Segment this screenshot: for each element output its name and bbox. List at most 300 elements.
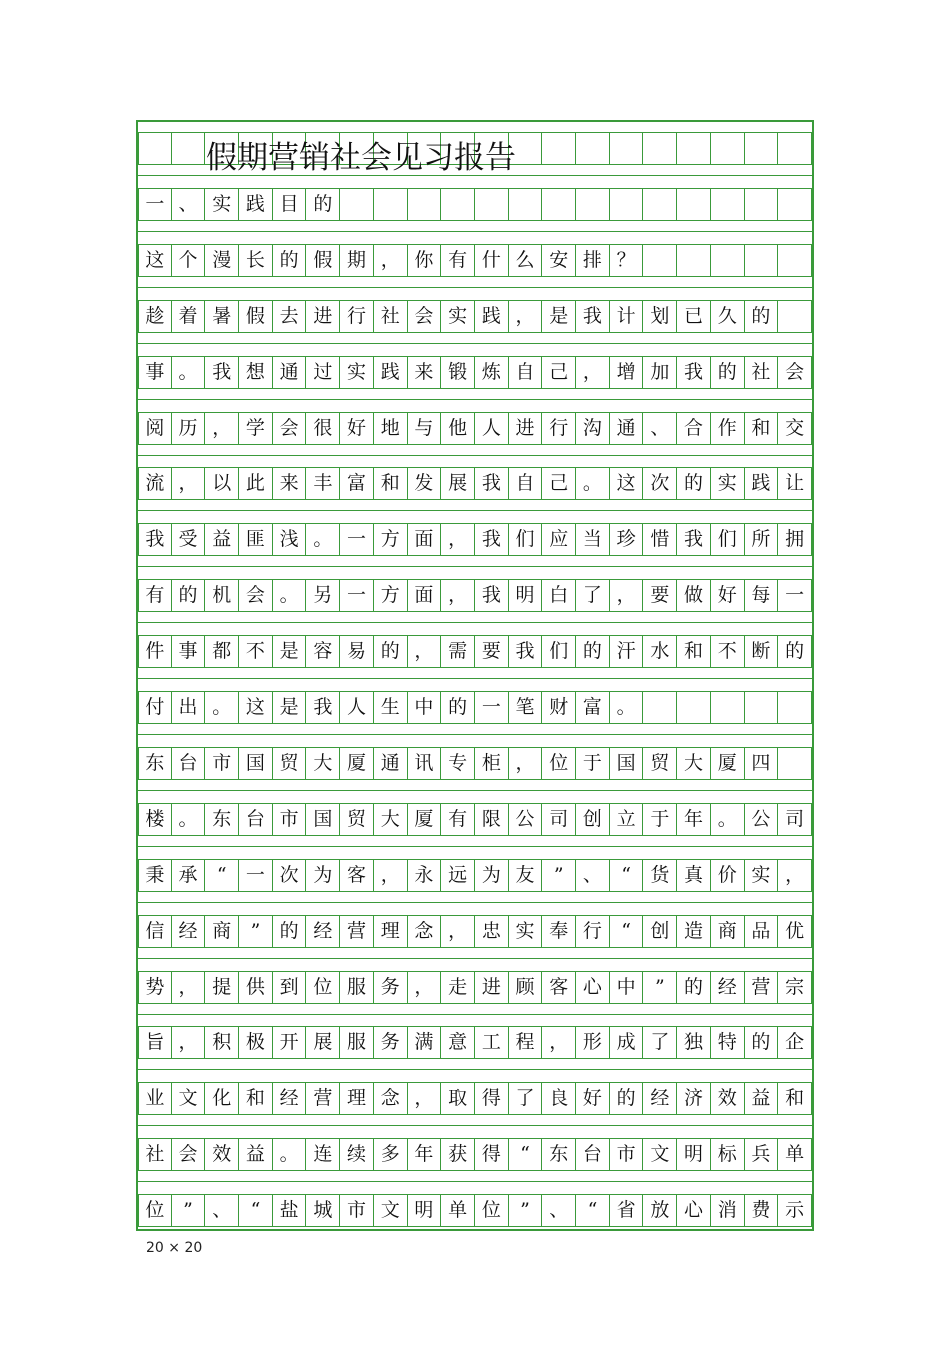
- grid-cell: 划: [644, 300, 678, 333]
- grid-cell: 连: [307, 1138, 341, 1171]
- grid-cell: 易: [340, 635, 374, 668]
- grid-cell: [610, 132, 644, 165]
- grid-cell: 意: [441, 1026, 475, 1059]
- grid-cell: 另: [307, 579, 341, 612]
- grid-cell: 理: [340, 1082, 374, 1115]
- grid-cell: 历: [172, 412, 206, 445]
- grid-cell: 合: [677, 412, 711, 445]
- grid-cell: 经: [273, 1082, 307, 1115]
- grid-cell: 富: [576, 691, 610, 724]
- grid-cell: 积: [205, 1026, 239, 1059]
- grid-cell: 浅: [273, 523, 307, 556]
- grid-cell: 续: [340, 1138, 374, 1171]
- grid-cell: 服: [340, 971, 374, 1004]
- grid-cell: 经: [307, 915, 341, 948]
- row-separator-line: [138, 510, 812, 511]
- grid-cell: 去: [273, 300, 307, 333]
- grid-cell: ，: [441, 523, 475, 556]
- grid-cell: 的: [745, 300, 779, 333]
- grid-cell: 久: [711, 300, 745, 333]
- grid-cell: 公: [509, 803, 543, 836]
- grid-cell: ，: [408, 971, 442, 1004]
- grid-cell: 。: [711, 803, 745, 836]
- grid-cell: ”: [542, 859, 576, 892]
- grid-cell: 付: [138, 691, 172, 724]
- grid-cell: 柜: [475, 747, 509, 780]
- grid-cell: 交: [778, 412, 812, 445]
- text-grid-row: [138, 1194, 812, 1227]
- grid-cell: 排: [576, 244, 610, 277]
- text-grid-row: [138, 244, 812, 277]
- grid-cell: 有: [441, 244, 475, 277]
- grid-cell: 发: [408, 467, 442, 500]
- grid-cell: 秉: [138, 859, 172, 892]
- grid-cell: 于: [576, 747, 610, 780]
- grid-cell: [138, 132, 172, 165]
- grid-cell: [711, 132, 745, 165]
- grid-cell: 实: [711, 467, 745, 500]
- grid-cell: 实: [205, 188, 239, 221]
- grid-cell: 和: [239, 1082, 273, 1115]
- grid-cell: 理: [374, 915, 408, 948]
- grid-cell: 、: [172, 188, 206, 221]
- grid-cell: 这: [610, 467, 644, 500]
- grid-cell: 承: [172, 859, 206, 892]
- grid-cell: 奉: [542, 915, 576, 948]
- grid-cell: 和: [778, 1082, 812, 1115]
- grid-cell: 一: [340, 523, 374, 556]
- grid-cell: 社: [138, 1138, 172, 1171]
- grid-cell: 贸: [340, 803, 374, 836]
- grid-cell: 财: [542, 691, 576, 724]
- grid-cell: 台: [576, 1138, 610, 1171]
- grid-cell: 。: [610, 691, 644, 724]
- grid-cell: 的: [745, 1026, 779, 1059]
- grid-cell: 、: [644, 412, 678, 445]
- grid-cell: [644, 691, 678, 724]
- grid-cell: 是: [542, 300, 576, 333]
- grid-cell: ，: [408, 635, 442, 668]
- row-separator-line: [138, 231, 812, 232]
- grid-cell: 厦: [711, 747, 745, 780]
- text-grid-row: [138, 915, 812, 948]
- grid-cell: [745, 244, 779, 277]
- grid-cell: 好: [340, 412, 374, 445]
- grid-cell: ，: [576, 356, 610, 389]
- grid-cell: 。: [273, 1138, 307, 1171]
- text-grid-row: [138, 356, 812, 389]
- grid-cell: 假: [239, 300, 273, 333]
- grid-cell: [374, 188, 408, 221]
- row-separator-line: [138, 287, 812, 288]
- grid-cell: 我: [307, 691, 341, 724]
- grid-cell: 限: [475, 803, 509, 836]
- grid-cell: 势: [138, 971, 172, 1004]
- grid-cell: 取: [441, 1082, 475, 1115]
- grid-cell: 务: [374, 1026, 408, 1059]
- grid-cell: 公: [745, 803, 779, 836]
- row-separator-line: [138, 846, 812, 847]
- grid-cell: 来: [408, 356, 442, 389]
- grid-cell: 益: [205, 523, 239, 556]
- grid-cell: [778, 747, 812, 780]
- grid-cell: 工: [475, 1026, 509, 1059]
- text-grid-row: [138, 523, 812, 556]
- grid-cell: 事: [172, 635, 206, 668]
- grid-cell: 我: [509, 635, 543, 668]
- grid-cell: 是: [273, 691, 307, 724]
- text-grid-row: [138, 747, 812, 780]
- grid-cell: 获: [441, 1138, 475, 1171]
- grid-cell: 楼: [138, 803, 172, 836]
- grid-cell: 实: [441, 300, 475, 333]
- grid-cell: 。: [205, 691, 239, 724]
- grid-cell: 珍: [610, 523, 644, 556]
- grid-cell: 富: [340, 467, 374, 500]
- grid-cell: 位: [542, 747, 576, 780]
- grid-cell: 都: [205, 635, 239, 668]
- grid-cell: [677, 244, 711, 277]
- grid-cell: 的: [610, 1082, 644, 1115]
- grid-cell: 应: [542, 523, 576, 556]
- grid-cell: 位: [475, 1194, 509, 1227]
- grid-cell: 信: [138, 915, 172, 948]
- grid-cell: 要: [644, 579, 678, 612]
- grid-cell: ，: [610, 579, 644, 612]
- grid-cell: 这: [239, 691, 273, 724]
- row-separator-line: [138, 1069, 812, 1070]
- grid-cell: 得: [475, 1082, 509, 1115]
- grid-cell: [542, 132, 576, 165]
- grid-cell: 实: [745, 859, 779, 892]
- grid-cell: 供: [239, 971, 273, 1004]
- grid-cell: 已: [677, 300, 711, 333]
- grid-cell: 的: [374, 635, 408, 668]
- grid-cell: 大: [374, 803, 408, 836]
- grid-cell: 顾: [509, 971, 543, 1004]
- grid-cell: 。: [172, 803, 206, 836]
- grid-cell: 宗: [778, 971, 812, 1004]
- grid-cell: 个: [172, 244, 206, 277]
- grid-cell: 极: [239, 1026, 273, 1059]
- manuscript-grid-paper: [136, 120, 814, 1231]
- grid-cell: 旨: [138, 1026, 172, 1059]
- grid-cell: 国: [610, 747, 644, 780]
- grid-cell: ，: [542, 1026, 576, 1059]
- grid-cell: 地: [374, 412, 408, 445]
- text-grid-row: [138, 971, 812, 1004]
- grid-cell: 明: [677, 1138, 711, 1171]
- grid-cell: 忠: [475, 915, 509, 948]
- grid-cell: ”: [172, 1194, 206, 1227]
- grid-cell: 国: [239, 747, 273, 780]
- grid-cell: ，: [778, 859, 812, 892]
- row-separator-line: [138, 734, 812, 735]
- grid-cell: 一: [778, 579, 812, 612]
- grid-cell: 提: [205, 971, 239, 1004]
- grid-cell: ，: [172, 971, 206, 1004]
- grid-cell: 实: [340, 356, 374, 389]
- grid-cell: 会: [239, 579, 273, 612]
- grid-cell: 己: [542, 467, 576, 500]
- grid-cell: 的: [273, 244, 307, 277]
- grid-cell: 费: [745, 1194, 779, 1227]
- grid-cell: 文: [644, 1138, 678, 1171]
- grid-cell: 践: [745, 467, 779, 500]
- grid-cell: 立: [610, 803, 644, 836]
- grid-cell: 成: [610, 1026, 644, 1059]
- grid-cell: 们: [509, 523, 543, 556]
- grid-cell: 进: [307, 300, 341, 333]
- grid-cell: 、: [205, 1194, 239, 1227]
- grid-cell: 的: [441, 691, 475, 724]
- grid-cell: 济: [677, 1082, 711, 1115]
- grid-cell: [745, 691, 779, 724]
- grid-cell: 匪: [239, 523, 273, 556]
- grid-cell: 事: [138, 356, 172, 389]
- grid-cell: 和: [745, 412, 779, 445]
- grid-cell: 作: [711, 412, 745, 445]
- grid-cell: 于: [644, 803, 678, 836]
- row-separator-line: [138, 1181, 812, 1182]
- grid-cell: 台: [172, 747, 206, 780]
- grid-cell: [576, 188, 610, 221]
- grid-cell: 真: [677, 859, 711, 892]
- grid-cell: 走: [441, 971, 475, 1004]
- grid-cell: 笔: [509, 691, 543, 724]
- grid-cell: 汗: [610, 635, 644, 668]
- grid-cell: 社: [745, 356, 779, 389]
- grid-cell: 友: [509, 859, 543, 892]
- text-grid-row: [138, 635, 812, 668]
- grid-cell: [778, 691, 812, 724]
- grid-cell: 价: [711, 859, 745, 892]
- grid-cell: 务: [374, 971, 408, 1004]
- grid-cell: 司: [542, 803, 576, 836]
- grid-cell: 经: [644, 1082, 678, 1115]
- grid-cell: 惜: [644, 523, 678, 556]
- grid-cell: 益: [239, 1138, 273, 1171]
- grid-cell: [745, 188, 779, 221]
- grid-cell: 厦: [340, 747, 374, 780]
- grid-cell: 有: [138, 579, 172, 612]
- grid-cell: 目: [273, 188, 307, 221]
- grid-cell: 位: [138, 1194, 172, 1227]
- grid-cell: 省: [610, 1194, 644, 1227]
- grid-cell: 的: [677, 971, 711, 1004]
- grid-cell: 不: [239, 635, 273, 668]
- grid-cell: 为: [307, 859, 341, 892]
- grid-cell: 我: [677, 523, 711, 556]
- grid-cell: 得: [475, 1138, 509, 1171]
- grid-cell: 做: [677, 579, 711, 612]
- grid-cell: 和: [677, 635, 711, 668]
- grid-cell: [610, 188, 644, 221]
- grid-cell: 会: [408, 300, 442, 333]
- grid-cell: 念: [374, 1082, 408, 1115]
- grid-cell: 们: [711, 523, 745, 556]
- grid-cell: 的: [677, 467, 711, 500]
- grid-cell: 不: [711, 635, 745, 668]
- grid-cell: 厦: [408, 803, 442, 836]
- grid-cell: [576, 132, 610, 165]
- text-grid-row: [138, 300, 812, 333]
- grid-cell: 造: [677, 915, 711, 948]
- grid-cell: 了: [576, 579, 610, 612]
- grid-cell: 受: [172, 523, 206, 556]
- grid-cell: 生: [374, 691, 408, 724]
- grid-cell: 方: [374, 523, 408, 556]
- grid-cell: [778, 244, 812, 277]
- grid-cell: 增: [610, 356, 644, 389]
- grid-cell: 中: [610, 971, 644, 1004]
- grid-cell: 我: [475, 467, 509, 500]
- row-separator-line: [138, 455, 812, 456]
- grid-cell: 。: [307, 523, 341, 556]
- grid-cell: 社: [374, 300, 408, 333]
- grid-cell: 通: [610, 412, 644, 445]
- grid-cell: 。: [172, 356, 206, 389]
- grid-cell: 每: [745, 579, 779, 612]
- grid-cell: 流: [138, 467, 172, 500]
- grid-cell: 好: [711, 579, 745, 612]
- grid-cell: 加: [644, 356, 678, 389]
- grid-cell: 市: [273, 803, 307, 836]
- grid-cell: 次: [644, 467, 678, 500]
- grid-cell: 市: [205, 747, 239, 780]
- grid-cell: 沟: [576, 412, 610, 445]
- grid-cell: 过: [307, 356, 341, 389]
- grid-cell: 方: [374, 579, 408, 612]
- grid-cell: 消: [711, 1194, 745, 1227]
- grid-cell: 到: [273, 971, 307, 1004]
- grid-cell: [509, 188, 543, 221]
- grid-cell: “: [239, 1194, 273, 1227]
- grid-cell: “: [576, 1194, 610, 1227]
- grid-cell: 兵: [745, 1138, 779, 1171]
- grid-cell: 行: [542, 412, 576, 445]
- grid-cell: 独: [677, 1026, 711, 1059]
- grid-cell: 司: [778, 803, 812, 836]
- grid-cell: ，: [205, 412, 239, 445]
- grid-cell: 满: [408, 1026, 442, 1059]
- grid-cell: 经: [172, 915, 206, 948]
- grid-cell: 漫: [205, 244, 239, 277]
- grid-cell: ，: [441, 915, 475, 948]
- grid-cell: 么: [509, 244, 543, 277]
- grid-cell: 企: [778, 1026, 812, 1059]
- grid-cell: ”: [239, 915, 273, 948]
- grid-cell: 益: [745, 1082, 779, 1115]
- grid-cell: 程: [509, 1026, 543, 1059]
- grid-cell: 炼: [475, 356, 509, 389]
- grid-cell: 白: [542, 579, 576, 612]
- grid-cell: ，: [509, 747, 543, 780]
- grid-cell: 了: [509, 1082, 543, 1115]
- grid-cell: 自: [509, 356, 543, 389]
- grid-cell: 想: [239, 356, 273, 389]
- grid-cell: 货: [644, 859, 678, 892]
- row-separator-line: [138, 1014, 812, 1015]
- grid-cell: 安: [542, 244, 576, 277]
- grid-cell: 水: [644, 635, 678, 668]
- grid-cell: 机: [205, 579, 239, 612]
- row-separator-line: [138, 678, 812, 679]
- grid-cell: 实: [509, 915, 543, 948]
- grid-cell: 客: [340, 859, 374, 892]
- grid-cell: 多: [374, 1138, 408, 1171]
- grid-cell: ”: [509, 1194, 543, 1227]
- grid-cell: [408, 188, 442, 221]
- grid-cell: 会: [778, 356, 812, 389]
- grid-cell: 年: [677, 803, 711, 836]
- grid-cell: 台: [239, 803, 273, 836]
- grid-cell: 专: [441, 747, 475, 780]
- grid-cell: [677, 188, 711, 221]
- grid-cell: “: [610, 915, 644, 948]
- grid-cell: [677, 691, 711, 724]
- grid-cell: 通: [374, 747, 408, 780]
- grid-cell: 断: [745, 635, 779, 668]
- grid-cell: 行: [576, 915, 610, 948]
- grid-cell: 的: [172, 579, 206, 612]
- grid-cell: [644, 132, 678, 165]
- text-grid-row: [138, 1138, 812, 1171]
- grid-cell: 以: [205, 467, 239, 500]
- grid-cell: [711, 691, 745, 724]
- grid-cell: 这: [138, 244, 172, 277]
- grid-cell: ，: [374, 244, 408, 277]
- grid-cell: ，: [172, 1026, 206, 1059]
- row-separator-line: [138, 790, 812, 791]
- grid-cell: 趁: [138, 300, 172, 333]
- grid-cell: 当: [576, 523, 610, 556]
- grid-cell: 东: [205, 803, 239, 836]
- grid-cell: 践: [475, 300, 509, 333]
- grid-cell: “: [509, 1138, 543, 1171]
- grid-cell: 远: [441, 859, 475, 892]
- grid-cell: “: [610, 859, 644, 892]
- text-grid-row: [138, 691, 812, 724]
- grid-cell: [745, 132, 779, 165]
- grid-cell: 创: [644, 915, 678, 948]
- grid-cell: 的: [273, 915, 307, 948]
- grid-cell: 贸: [273, 747, 307, 780]
- grid-cell: 要: [475, 635, 509, 668]
- grid-cell: ，: [374, 859, 408, 892]
- grid-cell: 东: [542, 1138, 576, 1171]
- grid-cell: 暑: [205, 300, 239, 333]
- grid-cell: 我: [205, 356, 239, 389]
- grid-cell: 己: [542, 356, 576, 389]
- grid-cell: 心: [576, 971, 610, 1004]
- row-separator-line: [138, 399, 812, 400]
- grid-cell: 示: [778, 1194, 812, 1227]
- grid-cell: 业: [138, 1082, 172, 1115]
- grid-cell: 年: [408, 1138, 442, 1171]
- grid-cell: 面: [408, 579, 442, 612]
- grid-cell: 形: [576, 1026, 610, 1059]
- grid-cell: 效: [711, 1082, 745, 1115]
- grid-cell: 城: [307, 1194, 341, 1227]
- text-grid-row: [138, 412, 812, 445]
- grid-cell: 我: [576, 300, 610, 333]
- grid-cell: [778, 132, 812, 165]
- grid-cell: 文: [172, 1082, 206, 1115]
- grid-cell: 我: [138, 523, 172, 556]
- row-separator-line: [138, 1125, 812, 1126]
- grid-cell: 商: [711, 915, 745, 948]
